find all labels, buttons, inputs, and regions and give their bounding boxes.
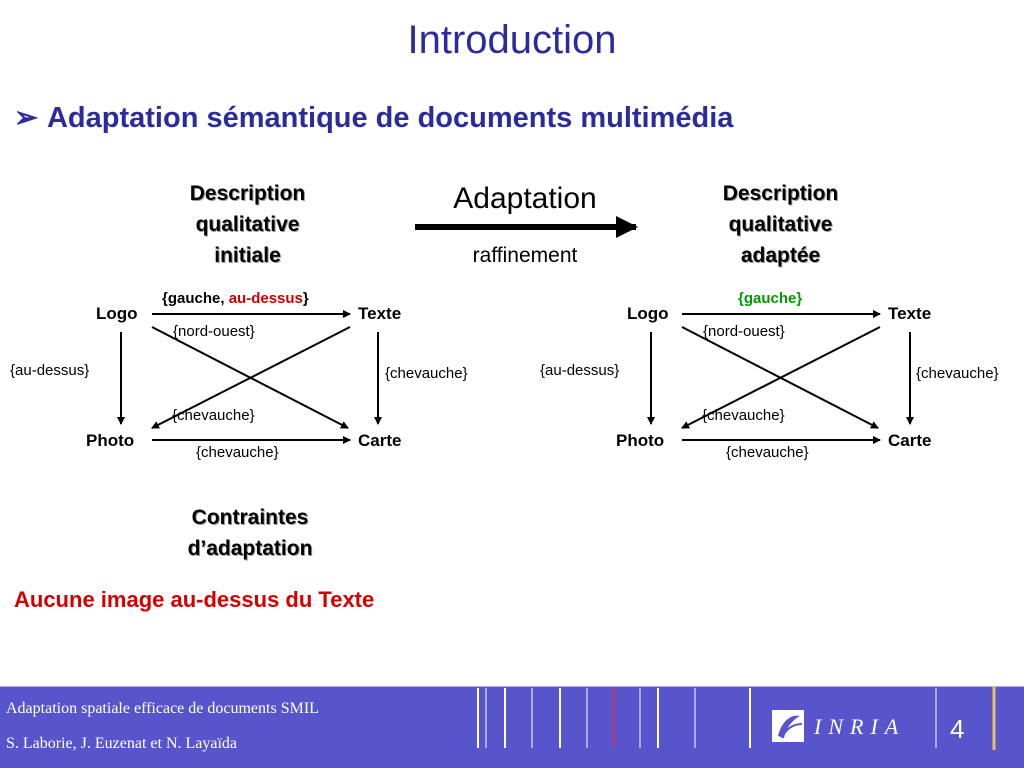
adaptation-label: Adaptation bbox=[453, 182, 597, 215]
right-node-texte: Texte bbox=[888, 304, 932, 323]
adapted-description-line1: Description bbox=[722, 182, 839, 205]
right-relation-logo-photo: {au-dessus} bbox=[540, 362, 620, 379]
left-relation-cross: {chevauche} bbox=[172, 407, 255, 424]
left-relation-logo-photo: {au-dessus} bbox=[10, 362, 90, 379]
right-node-carte: Carte bbox=[888, 431, 932, 450]
adapted-description-line3: adaptée bbox=[740, 244, 821, 267]
brace-close: } bbox=[302, 290, 309, 307]
adapted-description-line2: qualitative bbox=[728, 213, 833, 236]
inria-logo bbox=[772, 706, 922, 746]
right-node-logo: Logo bbox=[627, 304, 669, 323]
left-node-texte: Texte bbox=[358, 304, 402, 323]
right-relation-cross: {chevauche} bbox=[702, 407, 785, 424]
inria-logo-text: INRIA bbox=[814, 714, 906, 739]
bullet-arrow-icon: ➢ bbox=[14, 102, 39, 134]
left-relation-photo-carte: {chevauche} bbox=[196, 444, 279, 461]
right-relation-nord-ouest: {nord-ouest} bbox=[703, 323, 785, 340]
relation-gauche: gauche, bbox=[167, 290, 229, 307]
brace-open: { bbox=[162, 290, 168, 307]
left-node-photo: Photo bbox=[86, 431, 135, 450]
slide-title: Introduction bbox=[407, 18, 617, 62]
left-relation-nord-ouest: {nord-ouest} bbox=[173, 323, 255, 340]
right-relation-texte-carte: {chevauche} bbox=[916, 365, 999, 382]
right-relation-photo-carte: {chevauche} bbox=[726, 444, 809, 461]
bullet-text: Adaptation sémantique de documents multimédia bbox=[46, 102, 734, 134]
constraints-line2: d’adaptation bbox=[187, 537, 313, 560]
left-relation-texte-carte: {chevauche} bbox=[385, 365, 468, 382]
right-node-photo: Photo bbox=[616, 431, 665, 450]
adaptation-sublabel: raffinement bbox=[472, 244, 578, 267]
right-relation-top: {gauche} bbox=[738, 290, 803, 307]
left-node-logo: Logo bbox=[96, 304, 138, 323]
left-node-carte: Carte bbox=[358, 431, 402, 450]
footer-authors: S. Laborie, J. Euzenat et N. Layaïda bbox=[6, 735, 238, 752]
footer-presentation-title: Adaptation spatiale efficace de documents SMIL bbox=[6, 700, 319, 717]
initial-description-line2: qualitative bbox=[195, 213, 300, 236]
relation-au-dessus-conflict: au-dessus bbox=[228, 290, 303, 307]
initial-description-line1: Description bbox=[189, 182, 306, 205]
constraints-line1: Contraintes bbox=[191, 506, 309, 529]
constraint-statement: Aucune image au-dessus du Texte bbox=[14, 587, 375, 612]
page-number: 4 bbox=[950, 714, 965, 744]
initial-description-line3: initiale bbox=[214, 244, 281, 267]
